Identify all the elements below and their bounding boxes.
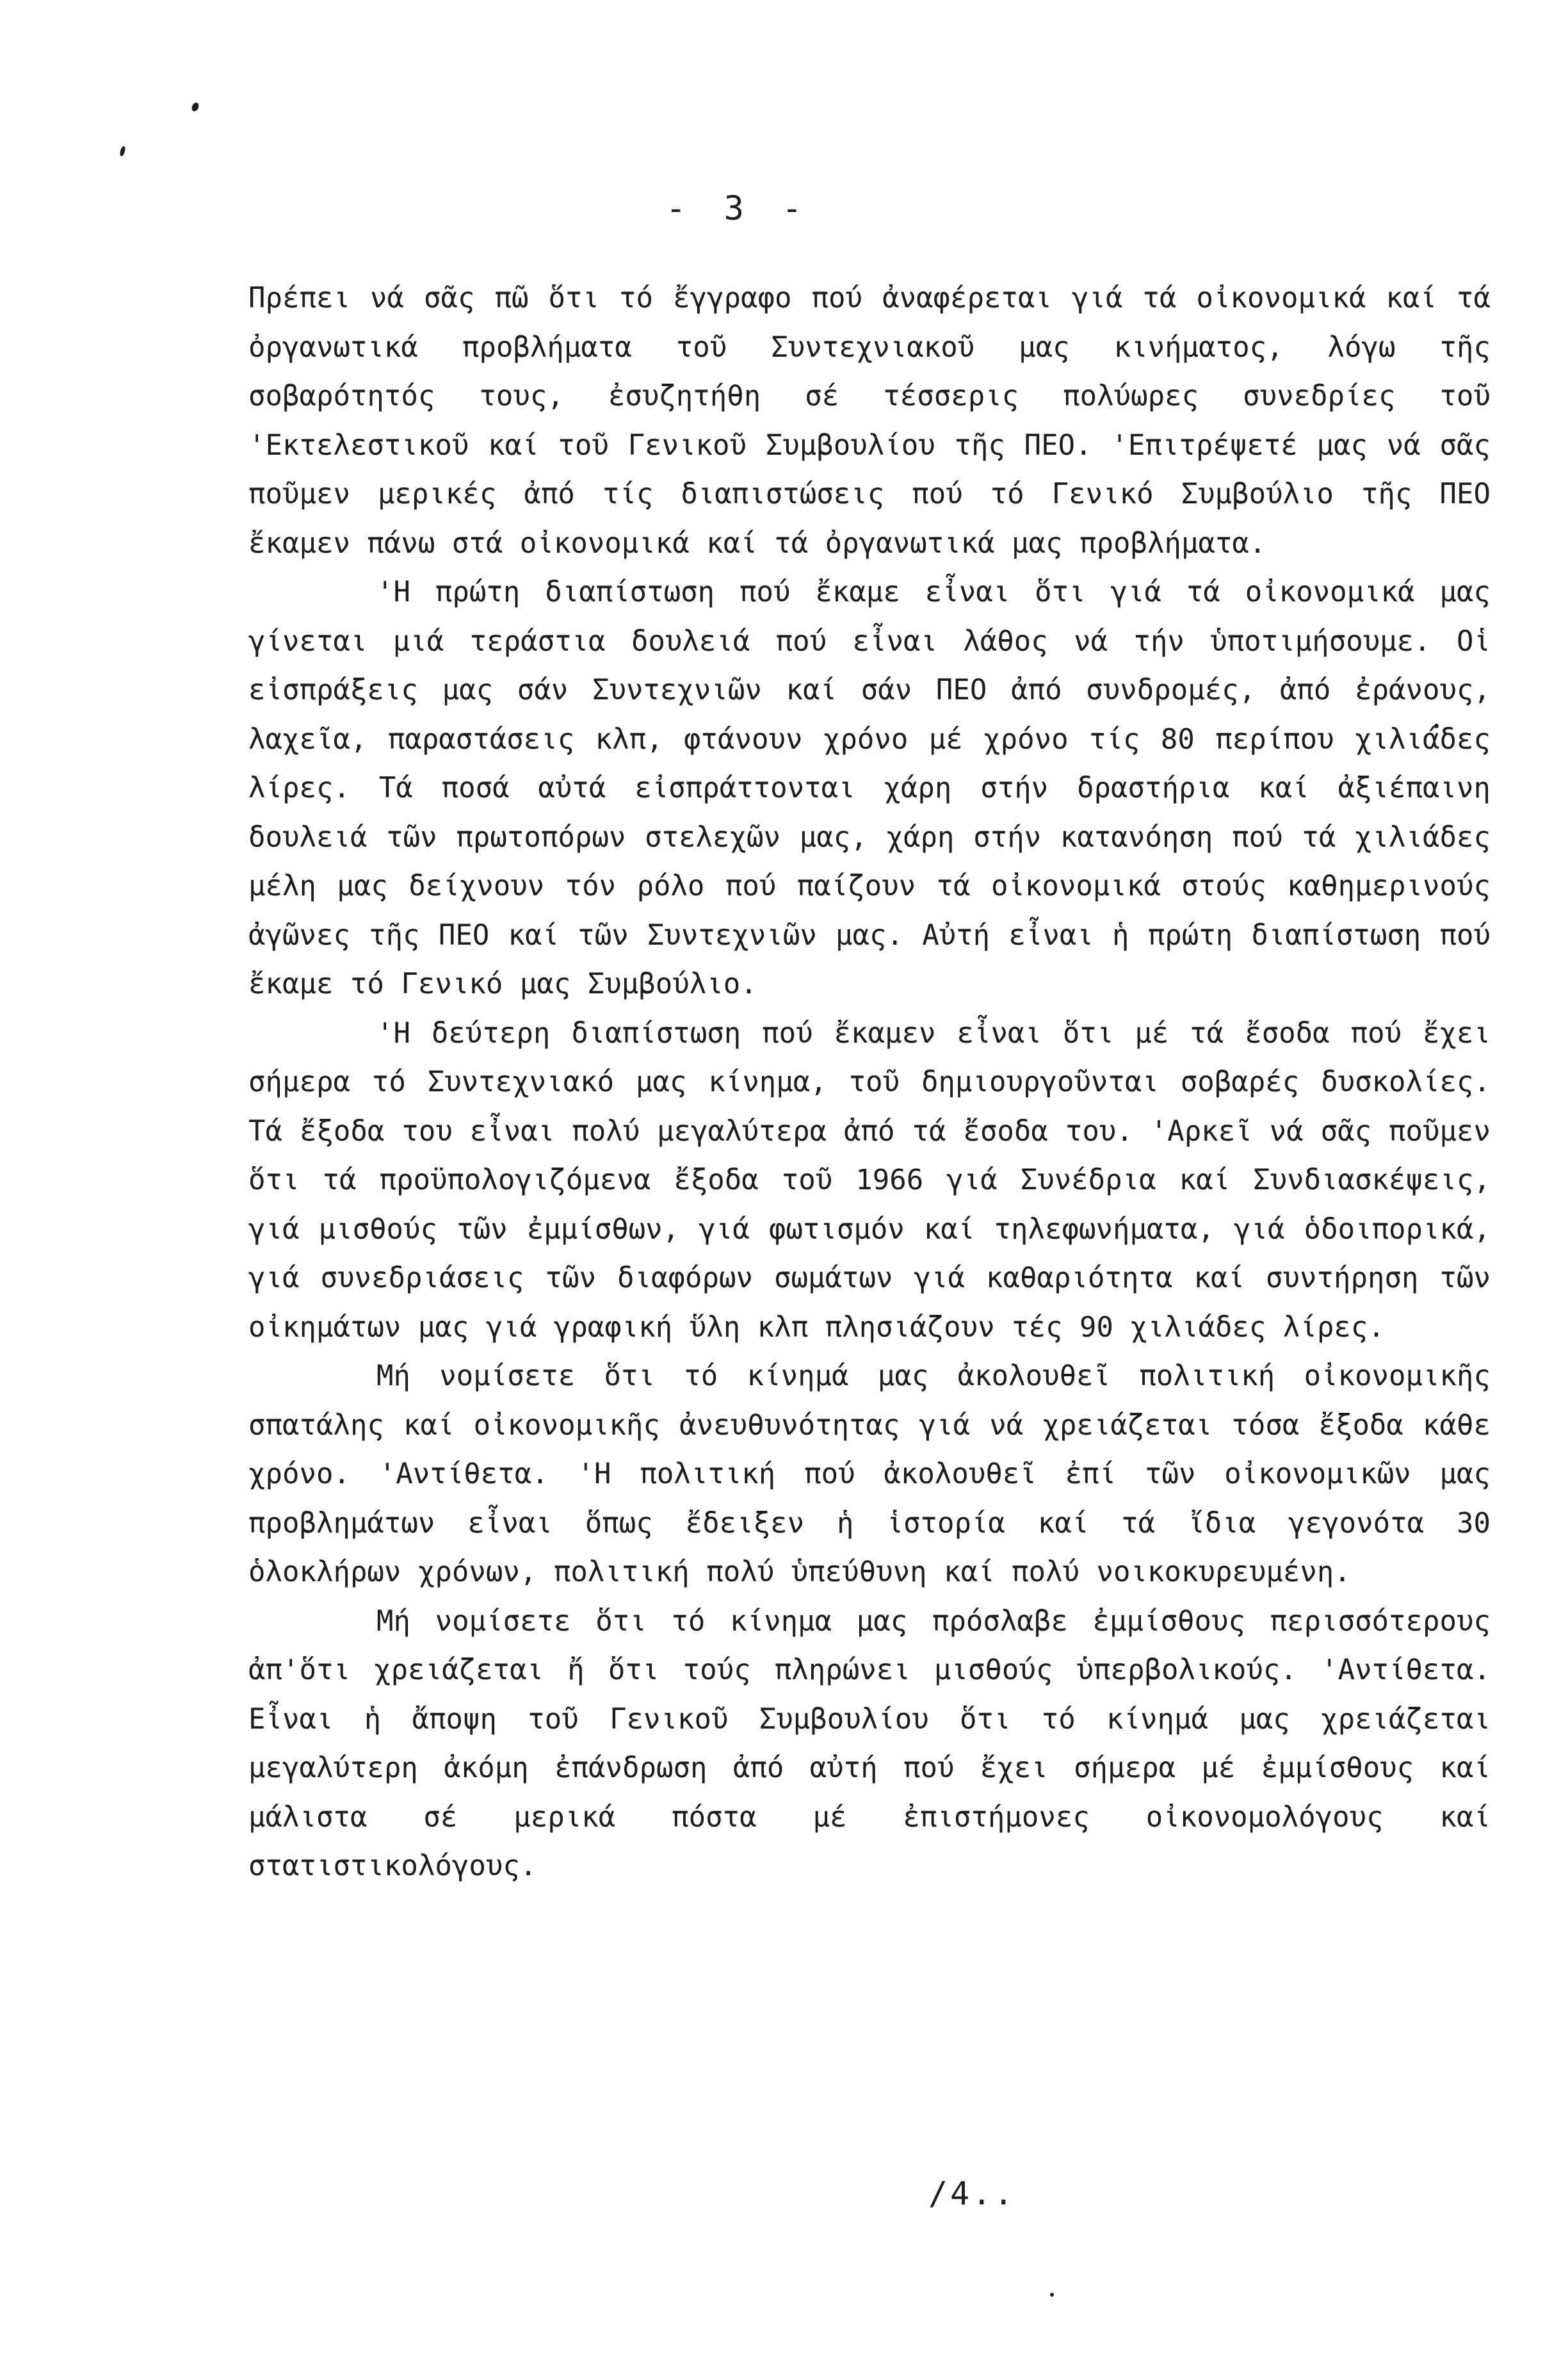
continuation-marker: /4..: [928, 2175, 1016, 2212]
paragraph: 'Η δεύτερη διαπίστωση πού ἔκαμεν εἶναι ὅτι μέ τά ἔσοδα πού ἔχει σήμερα τό Συντεχνιακό μας κίνημα, τοῦ δημιουργοῦνται σοβαρές δυσκολίες. Τά ἔξοδα του εἶναι πολύ μεγαλύτερα ἀπό τά ἔσοδα του. 'Αρκεῖ νά σᾶς ποῦμεν ὅτι τά προϋπολογιζόμενα ἔξοδα τοῦ 1966 γιά Συνέδρια καί Συνδιασκέψεις, γιά μισθούς τῶν ἐμμίσθων, γιά φωτισμόν καί τηλεφωνήματα, γιά ὁδοιπορικά, γιά συνεδριάσεις τῶν διαφόρων σωμάτων γιά καθαριότητα καί συντήρηση τῶν οἰκημάτων μας γιά γραφική ὕλη κλπ πλησιάζουν τές 90 χιλιάδες λίρες.: [248, 1016, 1491, 1344]
ink-speck: [1050, 2293, 1054, 2297]
paragraph: Μή νομίσετε ὅτι τό κίνημά μας ἀκολουθεῖ πολιτική οἰκονομικῆς σπατάλης καί οἰκονομικῆς ἀνευθυνότητας γιά νά χρειάζεται τόσα ἔξοδα κάθε χρόνο. 'Αντίθετα. 'Η πολιτική πού ἀκολουθεῖ ἐπί τῶν οἰκονομικῶν μας προβλημάτων εἶναι ὅπως ἔδειξεν ἡ ἱστορία καί τά ἴδια γεγονότα 30 ὁλοκλήρων χρόνων, πολιτική πολύ ὑπεύθυνη καί πολύ νοικοκυρευμένη.: [248, 1360, 1491, 1588]
body-text: [248, 274, 1491, 1891]
paragraph: 'Η πρώτη διαπίστωση πού ἔκαμε εἶναι ὅτι γιά τά οἰκονομικά μας γίνεται μιά τεράστια δουλειά πού εἶναι λάθος νά τήν ὑποτιμήσουμε. Οἱ εἰσπράξεις μας σάν Συντεχνιῶν καί σάν ΠΕΟ ἀπό συνδρομές, ἀπό ἐράνους, λαχεῖα, παραστάσεις κλπ, φτάνουν χρόνο μέ χρόνο τίς 80 περίπου χιλιάδες λίρες. Τά ποσά αὐτά εἰσπράττονται χάρη στήν δραστήρια καί ἀξιέπαινη δουλειά τῶν πρωτοπόρων στελεχῶν μας, χάρη στήν κατανόηση πού τά χιλιάδες μέλη μας δείχνουν τόν ρόλο πού παίζουν τά οἰκονομικά στούς καθημερινούς ἀγῶνες τῆς ΠΕΟ καί τῶν Συντεχνιῶν μας. Αὐτή εἶναι ἡ πρώτη διαπίστωση πού ἔκαμε τό Γενικό μας Συμβούλιο.: [248, 576, 1491, 1000]
ink-speck: [119, 145, 126, 156]
paragraph: Πρέπει νά σᾶς πῶ ὅτι τό ἔγγραφο πού ἀναφέρεται γιά τά οἰκονομικά καί τά ὀργανωτικά προβλήματα τοῦ Συντεχνιακοῦ μας κινήματος, λόγω τῆς σοβαρότητός τους, ἐσυζητήθη σέ τέσσερις πολύωρες συνεδρίες τοῦ 'Εκτελεστικοῦ καί τοῦ Γενικοῦ Συμβουλίου τῆς ΠΕΟ. 'Επιτρέψετέ μας νά σᾶς ποῦμεν μερικές ἀπό τίς διαπιστώσεις πού τό Γενικό Συμβούλιο τῆς ΠΕΟ ἔκαμεν πάνω στά οἰκονομικά καί τά ὀργανωτικά μας προβλήματα.: [248, 282, 1491, 560]
paragraph: Μή νομίσετε ὅτι τό κίνημα μας πρόσλαβε ἐμμίσθους περισσότερους ἀπ'ὅτι χρειάζεται ἤ ὅτι τούς πληρώνει μισθούς ὑπερβολικούς. 'Αντίθετα. Εἶναι ἡ ἄποψη τοῦ Γενικοῦ Συμβουλίου ὅτι τό κίνημά μας χρειάζεται μεγαλύτερη ἀκόμη ἐπάνδρωση ἀπό αὐτή πού ἔχει σήμερα μέ ἐμμίσθους καί μάλιστα σέ μερικά πόστα μέ ἐπιστήμονες οἰκονομολόγους καί στατιστικολόγους.: [248, 1604, 1491, 1882]
page-number: - 3 -: [666, 190, 811, 228]
ink-speck: [191, 102, 200, 113]
